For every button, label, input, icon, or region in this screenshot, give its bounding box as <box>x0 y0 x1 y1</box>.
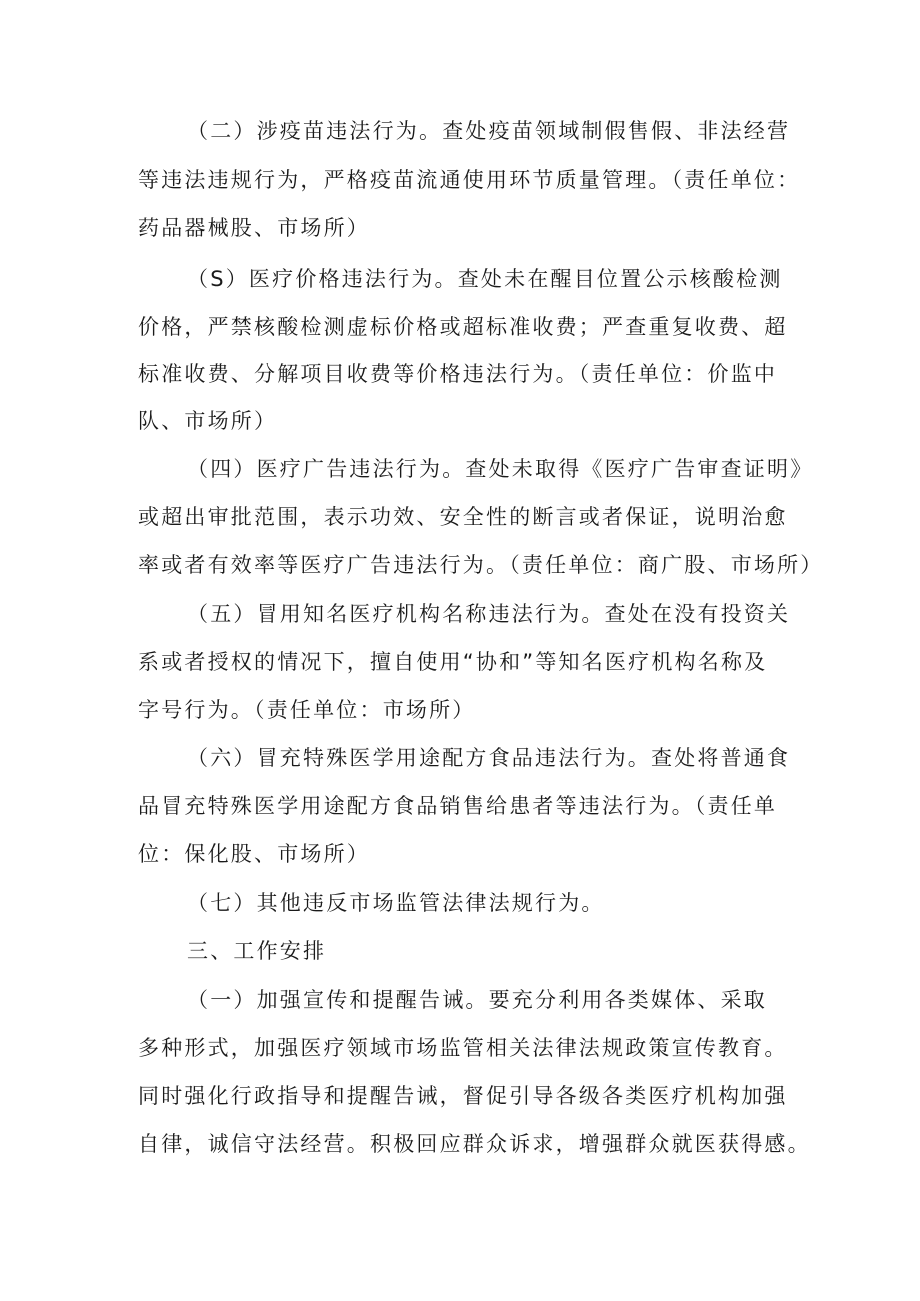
paragraph-line: 多种形式，加强医疗领域市场监管相关法律法规政策宣传教育。 <box>138 1036 788 1060</box>
paragraph-line: 队、市场所） <box>138 409 278 433</box>
paragraph-line: （二）涉疫苗违法行为。查处疫苗领域制假售假、非法经营 <box>187 119 791 143</box>
paragraph-line: 字号行为。（责任单位：市场所） <box>138 698 476 722</box>
paragraph-line: （一）加强宣传和提醒告诫。要充分利用各类媒体、采取 <box>187 988 767 1012</box>
paragraph-line: 标准收费、分解项目收费等价格违法行为。（责任单位：价监中 <box>138 362 778 386</box>
paragraph-line: 价格，严禁核酸检测虚标价格或超标准收费；严查重复收费、超 <box>138 315 788 339</box>
paragraph-line: 同时强化行政指导和提醒告诫，督促引导各级各类医疗机构加强 <box>138 1084 788 1108</box>
paragraph-line: （七）其他违反市场监管法律法规行为。 <box>187 891 605 915</box>
paragraph-line: 率或者有效率等医疗广告违法行为。（责任单位：商广股、市场所） <box>138 553 824 577</box>
paragraph-line: 品冒充特殊医学用途配方食品销售给患者等违法行为。（责任单 <box>138 794 778 818</box>
section-heading: 三、工作安排 <box>187 939 327 963</box>
paragraph-line: 位：保化股、市场所） <box>138 842 370 866</box>
paragraph-line: （六）冒充特殊医学用途配方食品违法行为。查处将普通食 <box>187 746 791 770</box>
paragraph-line: （五）冒用知名医疗机构名称违法行为。查处在没有投资关 <box>187 602 791 626</box>
paragraph-line: 或超出审批范围，表示功效、安全性的断言或者保证，说明治愈 <box>138 505 788 529</box>
paragraph-line: （S）医疗价格违法行为。查处未在醒目位置公示核酸检测 <box>187 267 783 291</box>
paragraph-line: （四）医疗广告违法行为。查处未取得《医疗广告审查证明》 <box>187 457 814 481</box>
paragraph-line: 药品器械股、市场所） <box>138 216 370 240</box>
paragraph-line: 自律，诚信守法经营。积极回应群众诉求，增强群众就医获得感。 <box>138 1132 811 1156</box>
paragraph-line: 系或者授权的情况下，擅自使用“协和”等知名医疗机构名称及 <box>138 650 768 674</box>
paragraph-line: 等违法违规行为，严格疫苗流通使用环节质量管理。（责任单位： <box>138 168 801 192</box>
